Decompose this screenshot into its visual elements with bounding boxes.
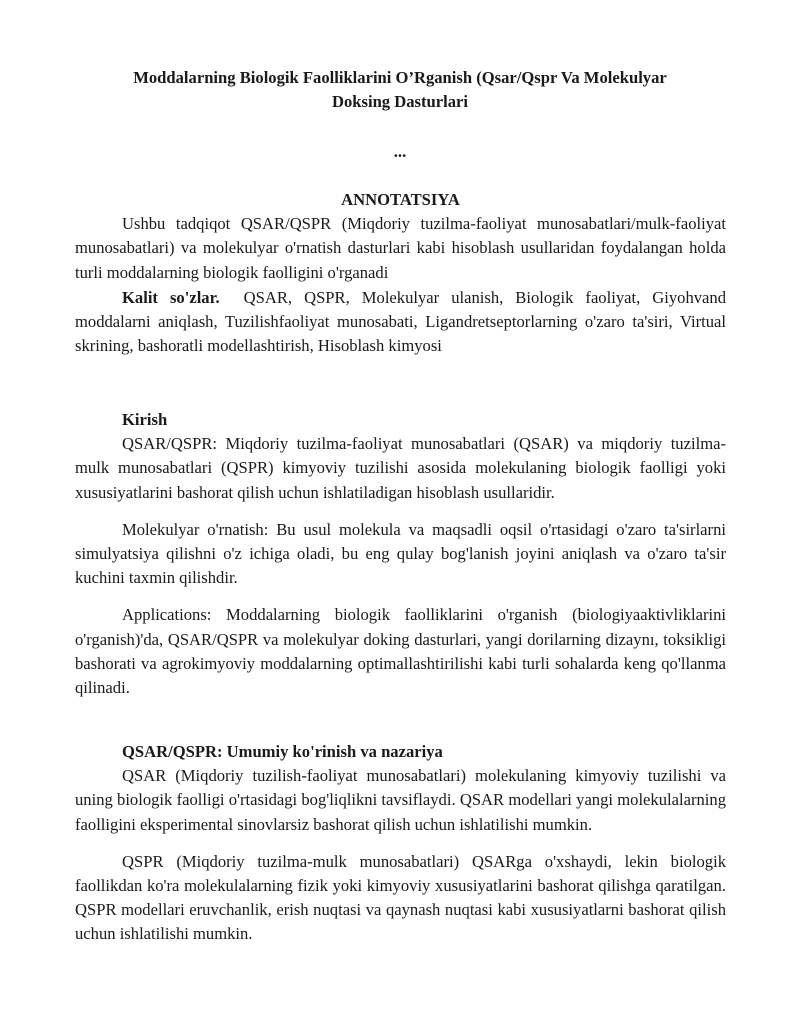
keywords-paragraph (75, 286, 726, 359)
annotation-heading: ANNOTATSIYA (341, 190, 460, 209)
intro-paragraph-2: Molekulyar o'rnatish: Bu usul molekula va maqsadli oqsil o'rtasidagi o'zaro ta'sirlarni simulyatsiya qilishni o'z ichiga oladi, bu eng qulay bog'lanish joyini aniqlash va o'zaro ta'sir kuchini taxmin qilishdir. (75, 519, 726, 588)
ellipsis: ... (393, 142, 407, 161)
overview-heading: QSAR/QSPR: Umumiy ko'rinish va nazariya (122, 742, 443, 761)
keywords-label: Kalit so'zlar. (122, 287, 220, 307)
keywords-text: QSAR, QSPR, Molekulyar ulanish, Biologik faoliyat, Giyohvand moddalarni aniqlash, Tuzilishfaoliyat munosabati, Ligandretseptorlarning o'zaro ta'siri, Virtual skrining, bashoratli modellashtirish, Hisoblash kimyosi (75, 287, 727, 356)
title-line-1: Moddalarning Biologik Faolliklarini O’Rganish (Qsar/Qspr Va Molekulyar (133, 68, 667, 87)
document-title (90, 66, 710, 114)
overview-paragraph-1: QSAR (Miqdoriy tuzilish-faoliyat munosabatlari) molekulaning kimyoviy tuzilishi va uning biologik faolligi o'rtasidagi bog'liqlikni tavsiflaydi. QSAR modellari yangi molekulalarning faolligini eksperimental sinovlarsiz bashorat qilish uchun ishlatilishi mumkin. (75, 766, 726, 834)
annotation-section (75, 188, 726, 358)
title-line-2: Doksing Dasturlari (332, 92, 468, 111)
annotation-text: Ushbu tadqiqot QSAR/QSPR (Miqdoriy tuzilma-faoliyat munosabatlari/mulk-faoliyat munosabatlari) va molekulyar o'rnatish dasturlari kabi hisoblash usullaridan foydalangan holda turli moddalarning biologik faolligini o'rganadi (75, 214, 726, 282)
intro-section (75, 408, 726, 700)
intro-paragraph-1: QSAR/QSPR: Miqdoriy tuzilma-faoliyat munosabatlari (QSAR) va miqdoriy tuzilma-mulk munosabatlari (QSPR) kimyoviy tuzilishi asosida molekulaning biologik faolligi yoki xususiyatlarini bashorat qilish uchun ishlatiladigan hisoblash usullaridir. (75, 434, 726, 502)
intro-heading: Kirish (122, 410, 168, 429)
intro-paragraph-3: Applications: Moddalarning biologik faolliklarini o'rganish (biologiyaaktivliklarini o'rganish)'da, QSAR/QSPR va molekulyar doking dasturlari, yangi dorilarning dizaynı, toksikligi bashorati va agrokimyoviy moddalarning optimallashtirilishi kabi turli sohalarda keng qo'llanma qilinadi. (75, 605, 726, 698)
overview-paragraph-2: QSPR (Miqdoriy tuzilma-mulk munosabatlari) QSARga o'xshaydi, lekin biologik faollikdan ko'ra molekulalarning fizik yoki kimyoviy xususiyatlarini bashorat qilishga qaratilgan. QSPR modellari eruvchanlik, erish nuqtasi va qaynash nuqtasi kabi xususiyatlarni bashorat qilish uchun ishlatilishi mumkin. (75, 851, 726, 944)
overview-section (75, 740, 726, 947)
